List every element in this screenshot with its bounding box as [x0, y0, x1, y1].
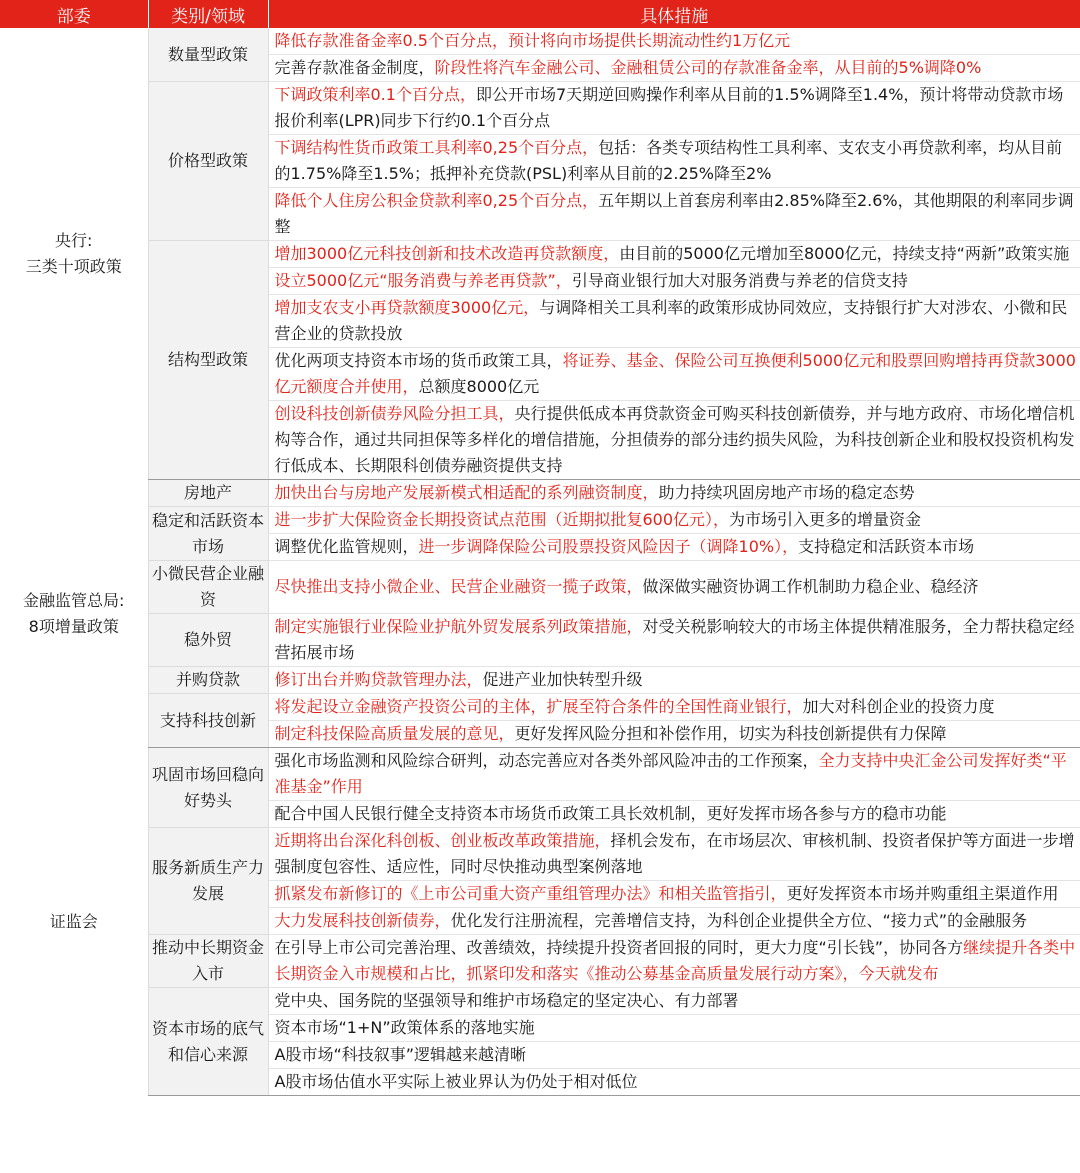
measure-cell: [268, 1042, 1080, 1069]
table-row: [0, 28, 1080, 55]
table-row: [0, 507, 1080, 534]
measure-cell: [268, 401, 1080, 480]
department-cell: [0, 480, 148, 748]
highlighted-measure-text: 抓紧发布新修订的《上市公司重大资产重组管理办法》和相关监管指引，: [274, 884, 787, 903]
measure-text: 强化市场监测和风险综合研判，动态完善应对各类外部风险冲击的工作预案，: [274, 751, 819, 770]
highlighted-measure-text: 近期将出台深化科创板、创业板改革政策措施，: [274, 831, 611, 850]
table-header: [0, 0, 1080, 28]
table-row: [0, 694, 1080, 721]
category-cell: 服务新质生产力发展: [148, 828, 268, 935]
highlighted-measure-text: 将证券、基金、保险公司互换便利5000亿元和股票回购增持再贷款3000亿元额度合并使用，: [274, 351, 1076, 396]
highlighted-measure-text: 将发起设立金融资产投资公司的主体，扩展至符合条件的全国性商业银行，: [274, 697, 803, 716]
category-cell: 稳定和活跃资本市场: [148, 507, 268, 561]
measure-text: 促进产业加快转型升级: [482, 670, 643, 689]
category-cell: 支持科技创新: [148, 694, 268, 748]
measure-text: 更好发挥风险分担和补偿作用，切实为科技创新提供有力保障: [514, 724, 947, 743]
measure-cell: [268, 748, 1080, 801]
highlighted-measure-text: 继续提升各类中长期资金入市规模和占比，抓紧印发和落实《推动公募基金高质量发展行动方案》，今天就发布: [274, 938, 1076, 983]
measure-cell: [268, 988, 1080, 1015]
highlighted-measure-text: 创设科技创新债券风险分担工具，: [274, 404, 515, 423]
measure-cell: [268, 268, 1080, 295]
table-row: [0, 82, 1080, 135]
table-row: [0, 561, 1080, 614]
highlighted-measure-text: 增加支农支小再贷款额度3000亿元，: [274, 298, 540, 317]
category-cell: 推动中长期资金入市: [148, 935, 268, 988]
category-cell: 小微民营企业融资: [148, 561, 268, 614]
department-name: 8项增量政策: [28, 616, 119, 636]
measure-cell: [268, 721, 1080, 748]
measure-text: 优化发行注册流程，完善增信支持，为科创企业提供全方位、“接力式”的金融服务: [450, 911, 1028, 930]
department-name: 金融监管总局:: [23, 590, 125, 610]
measure-text: 对受关税影响较大的市场主体提供精准服务，全力帮扶稳定经营拓展市场: [274, 617, 1075, 662]
category-cell: 数量型政策: [148, 28, 268, 82]
measure-cell: [268, 188, 1080, 241]
measure-cell: [268, 82, 1080, 135]
table-row: [0, 988, 1080, 1015]
highlighted-measure-text: 下调结构性货币政策工具利率0,25个百分点，: [274, 138, 599, 157]
measure-text: 加大对科创企业的投资力度: [802, 697, 995, 716]
highlighted-measure-text: 修订出台并购贷款管理办法，: [274, 670, 483, 689]
measure-cell: [268, 694, 1080, 721]
highlighted-measure-text: 加快出台与房地产发展新模式相适配的系列融资制度，: [274, 483, 659, 502]
highlighted-measure-text: 进一步扩大保险资金长期投资试点范围（近期拟批复600亿元），: [274, 510, 730, 529]
category-cell: 房地产: [148, 480, 268, 507]
measure-text: 优化两项支持资本市场的货币政策工具，: [274, 351, 563, 370]
measure-cell: [268, 1015, 1080, 1042]
measure-cell: [268, 28, 1080, 55]
highlighted-measure-text: 进一步调降保险公司股票投资风险因子（调降10%），: [418, 537, 799, 556]
table-row: [0, 828, 1080, 881]
highlighted-measure-text: 下调政策利率0.1个百分点，: [274, 85, 476, 104]
department-cell: [0, 28, 148, 480]
highlighted-measure-text: 制定科技保险高质量发展的意见，: [274, 724, 515, 743]
measure-cell: [268, 614, 1080, 667]
measure-cell: [268, 667, 1080, 694]
measure-text: 引导商业银行加大对服务消费与养老的信贷支持: [571, 271, 908, 290]
measure-cell: [268, 1069, 1080, 1096]
department-name: 央行:: [55, 230, 93, 250]
category-cell: 资本市场的底气和信心来源: [148, 988, 268, 1096]
measure-text: 做深做实融资协调工作机制助力稳企业、稳经济: [642, 577, 979, 596]
measure-cell: [268, 828, 1080, 881]
measure-cell: [268, 507, 1080, 534]
department-cell: [0, 748, 148, 1096]
category-cell: 结构型政策: [148, 241, 268, 480]
highlighted-measure-text: 设立5000亿元“服务消费与养老再贷款”，: [274, 271, 572, 290]
header-measures: 具体措施: [268, 0, 1080, 28]
category-cell: 稳外贸: [148, 614, 268, 667]
measure-text: 择机会发布，在市场层次、审核机制、投资者保护等方面进一步增强制度包容性、适应性，同时尽快推动典型案例落地: [274, 831, 1075, 876]
measure-text: 完善存款准备金制度，: [274, 58, 435, 77]
measure-cell: [268, 135, 1080, 188]
measure-text: 资本市场“1+N”政策体系的落地实施: [274, 1018, 535, 1037]
measure-cell: [268, 801, 1080, 828]
measure-text: 与调降相关工具利率的政策形成协同效应，支持银行扩大对涉农、小微和民营企业的贷款投放: [274, 298, 1068, 343]
category-cell: 并购贷款: [148, 667, 268, 694]
measure-text: A股市场估值水平实际上被业界认为仍处于相对低位: [274, 1072, 638, 1091]
highlighted-measure-text: 全力支持中央汇金公司发挥好类“平准基金”作用: [274, 751, 1067, 796]
measure-cell: [268, 561, 1080, 614]
header-department: 部委: [0, 0, 148, 28]
measure-text: 配合中国人民银行健全支持资本市场货币政策工具长效机制，更好发挥市场各参与方的稳市功能: [274, 804, 947, 823]
measure-cell: [268, 55, 1080, 82]
measure-text: 支持稳定和活跃资本市场: [798, 537, 975, 556]
measure-cell: [268, 908, 1080, 935]
measure-cell: [268, 241, 1080, 268]
highlighted-measure-text: 增加3000亿元科技创新和技术改造再贷款额度，: [274, 244, 620, 263]
measure-cell: [268, 935, 1080, 988]
highlighted-measure-text: 降低存款准备金率0.5个百分点，预计将向市场提供长期流动性约1万亿元: [274, 31, 791, 50]
table-row: [0, 614, 1080, 667]
measure-cell: [268, 881, 1080, 908]
measure-text: 五年期以上首套房利率由2.85%降至2.6%，其他期限的利率同步调整: [274, 191, 1074, 236]
measure-cell: [268, 295, 1080, 348]
table-row: [0, 480, 1080, 507]
table-row: [0, 748, 1080, 801]
highlighted-measure-text: 降低个人住房公积金贷款利率0,25个百分点，: [274, 191, 599, 210]
highlighted-measure-text: 制定实施银行业保险业护航外贸发展系列政策措施，: [274, 617, 643, 636]
department-name: 三类十项政策: [25, 256, 122, 276]
measure-cell: [268, 480, 1080, 507]
measure-cell: [268, 348, 1080, 401]
measure-text: 即公开市场7天期逆回购操作利率从目前的1.5%调降至1.4%，预计将带动贷款市场报价利率(LPR)同步下行约0.1个百分点: [274, 85, 1064, 130]
table-row: [0, 241, 1080, 268]
table-row: [0, 667, 1080, 694]
measure-text: A股市场“科技叙事”逻辑越来越清晰: [274, 1045, 527, 1064]
measure-text: 在引导上市公司完善治理、改善绩效，持续提升投资者回报的同时，更大力度“引长钱”，协同各方: [274, 938, 964, 957]
highlighted-measure-text: 尽快推出支持小微企业、民营企业融资一揽子政策，: [274, 577, 643, 596]
measure-text: 更好发挥资本市场并购重组主渠道作用: [786, 884, 1059, 903]
measure-text: 央行提供低成本再贷款资金可购买科技创新债券，并与地方政府、市场化增信机构等合作，通过共同担保等多样化的增信措施，分担债券的部分违约损失风险，为科技创新企业和股权投资机构发行低成本、长期限科创债券融资提供支持: [274, 404, 1075, 475]
header-category: 类别/领域: [148, 0, 268, 28]
department-name: 证监会: [49, 911, 98, 931]
measure-text: 总额度8000亿元: [418, 377, 540, 396]
measure-text: 调整优化监管规则，: [274, 537, 419, 556]
highlighted-measure-text: 阶段性将汽车金融公司、金融租赁公司的存款准备金率，从目前的5%调降0%: [434, 58, 982, 77]
table-body: [0, 28, 1080, 1096]
measure-text: 由目前的5000亿元增加至8000亿元，持续支持“两新”政策实施: [619, 244, 1070, 263]
highlighted-measure-text: 大力发展科技创新债券，: [274, 911, 451, 930]
category-cell: 价格型政策: [148, 82, 268, 241]
category-cell: 巩固市场回稳向好势头: [148, 748, 268, 828]
measure-cell: [268, 534, 1080, 561]
measure-text: 为市场引入更多的增量资金: [729, 510, 922, 529]
measure-text: 助力持续巩固房地产市场的稳定态势: [658, 483, 915, 502]
table-row: [0, 935, 1080, 988]
measure-text: 包括：各类专项结构性工具利率、支农支小再贷款利率，均从目前的1.75%降至1.5%；抵押补充贷款(PSL)利率从目前的2.25%降至2%: [274, 138, 1063, 183]
measure-text: 党中央、国务院的坚强领导和维护市场稳定的坚定决心、有力部署: [274, 991, 739, 1010]
